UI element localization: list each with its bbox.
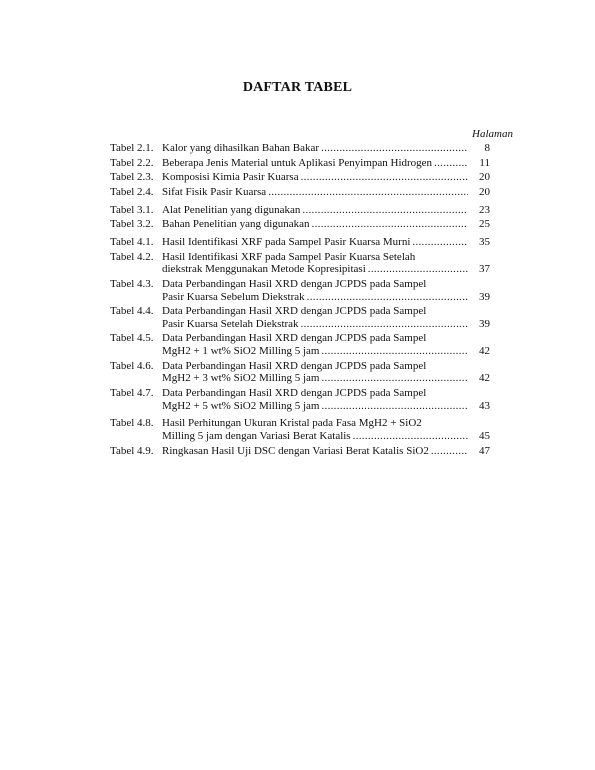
table-caption: Data Perbandingan Hasil XRD dengan JCPDS pada Sampel [162, 277, 427, 290]
table-number: Tabel 4.1. [110, 235, 154, 248]
toc-entry[interactable] [110, 157, 490, 170]
table-number: Tabel 4.8. [110, 417, 154, 430]
toc-entry-line [110, 291, 490, 304]
dot-leader [321, 372, 468, 385]
dot-leader [368, 263, 468, 276]
toc-entry[interactable] [110, 360, 490, 385]
table-caption: Beberapa Jenis Material untuk Aplikasi Penyimpan Hidrogen [162, 156, 433, 169]
table-number: Tabel 2.3. [110, 171, 154, 184]
toc-entry[interactable] [110, 251, 490, 276]
page-number: 20 [479, 171, 490, 184]
table-number: Tabel 4.5. [110, 332, 154, 345]
dot-leader [301, 171, 468, 184]
toc-entry[interactable] [110, 218, 490, 231]
dot-leader [302, 204, 468, 217]
table-number: Tabel 4.7. [110, 387, 154, 400]
table-caption: Alat Penelitian yang digunakan [162, 203, 301, 216]
table-caption: Ringkasan Hasil Uji DSC dengan Variasi Berat Katalis SiO2 [162, 444, 429, 457]
toc-entry-line [110, 445, 490, 458]
table-number: Tabel 2.2. [110, 156, 154, 169]
table-number: Tabel 4.9. [110, 444, 154, 457]
dot-leader [412, 236, 468, 249]
toc-entry-line [110, 430, 490, 443]
page-number: 20 [479, 186, 490, 199]
toc-entry-line [110, 360, 490, 373]
table-caption: Hasil Identifikasi XRF pada Sampel Pasir Kuarsa Murni [162, 235, 411, 248]
page-number: 11 [479, 156, 490, 169]
dot-leader [353, 430, 468, 443]
toc-entry-line [110, 387, 490, 400]
toc-entry[interactable] [110, 387, 490, 412]
toc-entry-line [110, 263, 490, 276]
table-caption: diekstrak Menggunakan Metode Kopresipitasi [162, 263, 366, 276]
toc-entry[interactable] [110, 332, 490, 357]
table-number: Tabel 2.1. [110, 142, 154, 154]
toc-entry-line [110, 171, 490, 184]
table-caption: MgH2 + 5 wt% SiO2 Milling 5 jam [162, 399, 320, 412]
dot-leader [268, 186, 468, 199]
toc-entry[interactable] [110, 445, 490, 458]
dot-leader [301, 318, 468, 331]
table-caption: Milling 5 jam dengan Variasi Berat Katalis [162, 429, 351, 442]
table-caption: Data Perbandingan Hasil XRD dengan JCPDS pada Sampel [162, 359, 427, 372]
toc-entry-line [110, 305, 490, 318]
toc-entry-line [110, 218, 490, 231]
toc-entry[interactable] [110, 171, 490, 184]
table-caption: Pasir Kuarsa Sebelum Diekstrak [162, 290, 305, 303]
toc-entry[interactable] [110, 305, 490, 330]
page-number: 37 [479, 263, 490, 276]
toc-entry-line [110, 186, 490, 199]
page-number: 43 [479, 399, 490, 412]
toc-entry[interactable] [110, 236, 490, 249]
toc-entry-line [110, 142, 490, 155]
toc-entry-line [110, 345, 490, 358]
toc-entry-line [110, 400, 490, 413]
table-number: Tabel 4.2. [110, 250, 154, 263]
table-number: Tabel 3.2. [110, 218, 154, 231]
toc-entry-line [110, 318, 490, 331]
table-caption: Sifat Fisik Pasir Kuarsa [162, 186, 267, 199]
dot-leader [321, 400, 468, 413]
table-caption: Data Perbandingan Hasil XRD dengan JCPDS pada Sampel [162, 305, 427, 318]
page-number: 8 [484, 142, 490, 154]
toc-entry[interactable] [110, 204, 490, 217]
page-number: 47 [479, 444, 490, 457]
table-caption: Komposisi Kimia Pasir Kuarsa [162, 171, 299, 184]
dot-leader [312, 218, 468, 231]
table-caption: MgH2 + 3 wt% SiO2 Milling 5 jam [162, 372, 320, 385]
toc-entry-line [110, 372, 490, 385]
table-caption: Data Perbandingan Hasil XRD dengan JCPDS pada Sampel [162, 387, 427, 400]
table-caption: Hasil Identifikasi XRF pada Sampel Pasir Kuarsa Setelah [162, 250, 416, 263]
toc-entry-line [110, 278, 490, 291]
page-number: 25 [479, 218, 490, 231]
table-number: Tabel 2.4. [110, 186, 154, 199]
page-number: 39 [479, 290, 490, 303]
table-number: Tabel 4.6. [110, 359, 154, 372]
dot-leader [307, 291, 468, 304]
toc-entry[interactable] [110, 417, 490, 442]
page-number: 39 [479, 317, 490, 330]
table-caption: Hasil Perhitungan Ukuran Kristal pada Fasa MgH2 + SiO2 [162, 417, 422, 430]
table-number: Tabel 3.1. [110, 203, 154, 216]
toc-entry-line [110, 157, 490, 170]
page-number: 42 [479, 345, 490, 358]
toc-entry-line [110, 204, 490, 217]
page-title: DAFTAR TABEL [242, 80, 353, 95]
dot-leader [321, 345, 468, 358]
toc-entry-line [110, 236, 490, 249]
page-number: 23 [479, 203, 490, 216]
table-caption: Kalor yang dihasilkan Bahan Bakar [162, 142, 320, 154]
dot-leader [431, 445, 468, 458]
dot-leader [434, 157, 468, 170]
table-caption: Pasir Kuarsa Setelah Diekstrak [162, 317, 299, 330]
page-number: 35 [479, 235, 490, 248]
table-caption: Data Perbandingan Hasil XRD dengan JCPDS pada Sampel [162, 332, 427, 345]
toc-entry[interactable] [110, 278, 490, 303]
toc-entry-line [110, 417, 490, 430]
table-number: Tabel 4.4. [110, 305, 154, 318]
toc-entry[interactable] [110, 186, 490, 199]
table-caption: Bahan Penelitian yang digunakan [162, 218, 310, 231]
table-number: Tabel 4.3. [110, 277, 154, 290]
toc-entry-line [110, 332, 490, 345]
dot-leader [321, 142, 468, 155]
page-number-header: Halaman [472, 128, 513, 140]
table-caption: MgH2 + 1 wt% SiO2 Milling 5 jam [162, 345, 320, 358]
table-of-contents [110, 142, 490, 459]
toc-entry-line [110, 251, 490, 264]
page-number: 42 [479, 372, 490, 385]
toc-entry[interactable] [110, 142, 490, 155]
page-number: 45 [479, 429, 490, 442]
